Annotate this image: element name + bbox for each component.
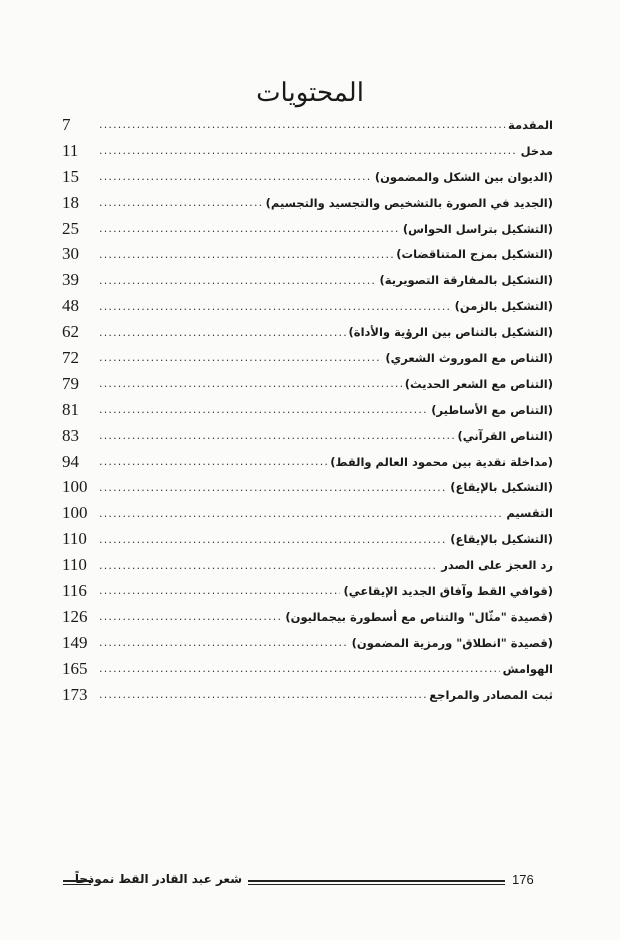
toc-entry-title: الهوامش xyxy=(502,661,553,676)
dot-leader xyxy=(99,610,282,623)
toc-entry xyxy=(62,604,553,630)
dot-leader xyxy=(99,662,500,675)
toc-entry-page: 72 xyxy=(62,347,79,367)
toc-entry-page: 11 xyxy=(62,140,79,160)
toc-entry-page: 100 xyxy=(62,503,88,523)
dot-leader xyxy=(99,326,346,339)
toc-entry-title: (الديوان بين الشكل والمضمون) xyxy=(374,169,553,184)
dot-leader xyxy=(99,377,402,390)
table-of-contents xyxy=(62,112,553,707)
toc-entry-page: 48 xyxy=(62,296,79,316)
dot-leader xyxy=(99,429,454,442)
dot-leader xyxy=(99,559,438,572)
toc-entry-title: (التشكيل بالمفارقة التصويرية) xyxy=(379,273,553,288)
toc-entry-title: (التشكيل بالزمن) xyxy=(454,299,553,314)
toc-entry xyxy=(62,682,553,708)
toc-entry-page: 79 xyxy=(62,373,79,393)
toc-entry-title: (مداخلة نقدية بين محمود العالم والقط) xyxy=(330,454,553,469)
dot-leader xyxy=(99,533,447,546)
toc-entry-page: 62 xyxy=(62,322,79,342)
toc-entry-title: ثبت المصادر والمراجع xyxy=(429,687,553,702)
page-title: المحتويات xyxy=(256,78,364,108)
toc-entry xyxy=(62,397,553,423)
toc-entry-page: 7 xyxy=(62,114,71,134)
toc-entry-page: 126 xyxy=(62,606,88,626)
toc-entry-page: 83 xyxy=(62,425,79,445)
toc-entry xyxy=(62,578,553,604)
toc-entry-title: التقسيم xyxy=(506,506,553,521)
toc-entry-page: 116 xyxy=(62,580,87,600)
toc-entry-page: 39 xyxy=(62,270,79,290)
toc-entry-title: (التشكيل بالتناص بين الرؤية والأداة) xyxy=(348,325,553,340)
toc-entry-title: (التشكيل بتراسل الحواس) xyxy=(402,221,553,236)
page-number: 176 xyxy=(512,872,534,887)
toc-entry-title: (التناص مع الأساطير) xyxy=(431,402,553,417)
dot-leader xyxy=(99,584,340,597)
dot-leader xyxy=(99,351,382,364)
toc-entry-page: 81 xyxy=(62,399,79,419)
toc-entry-title: (قصيدة "مثّال" والتناص مع أسطورة بيجماليون) xyxy=(285,609,553,624)
toc-entry-title: (قوافي القط وآفاق الجديد الإيقاعي) xyxy=(343,583,553,598)
toc-entry-page: 18 xyxy=(62,192,79,212)
toc-entry xyxy=(62,293,553,319)
toc-entry-title: المقدمة xyxy=(508,117,553,132)
toc-entry-title: (الجديد في الصورة بالتشخيص والتجسيد والتجسيم) xyxy=(265,195,553,210)
toc-entry xyxy=(62,345,553,371)
dot-leader xyxy=(99,300,452,313)
footer-rule xyxy=(248,880,505,885)
toc-entry xyxy=(62,371,553,397)
toc-entry-title: (التناص مع الشعر الحديث) xyxy=(404,376,553,391)
dot-leader xyxy=(99,636,349,649)
toc-entry-page: 100 xyxy=(62,477,88,497)
running-title: شعر عبد القادر القط نموذجاً xyxy=(74,872,242,886)
toc-entry-title: (قصيدة "انطلاق" ورمزية المضمون) xyxy=(351,635,553,650)
toc-entry xyxy=(62,474,553,500)
toc-entry xyxy=(62,630,553,656)
toc-entry-title: (التشكيل بالإيقاع) xyxy=(450,532,553,547)
dot-leader xyxy=(99,455,327,468)
toc-entry xyxy=(62,190,553,216)
toc-entry-title: (التشكيل بمزج المتناقضات) xyxy=(396,247,553,262)
dot-leader xyxy=(99,170,372,183)
toc-entry xyxy=(62,423,553,449)
dot-leader xyxy=(99,403,428,416)
toc-entry-page: 25 xyxy=(62,218,79,238)
toc-entry xyxy=(62,552,553,578)
dot-leader xyxy=(99,118,505,131)
toc-entry xyxy=(62,656,553,682)
toc-entry xyxy=(62,241,553,267)
toc-entry xyxy=(62,526,553,552)
toc-entry-page: 94 xyxy=(62,451,79,471)
dot-leader xyxy=(99,481,447,494)
toc-entry-title: (التناص القرآني) xyxy=(457,428,553,443)
toc-entry-title: رد العجز على الصدر xyxy=(441,558,553,573)
toc-entry xyxy=(62,449,553,475)
dot-leader xyxy=(99,274,377,287)
toc-entry-title: (التشكيل بالإيقاع) xyxy=(450,480,553,495)
toc-entry xyxy=(62,138,553,164)
toc-entry-page: 110 xyxy=(62,529,87,549)
dot-leader xyxy=(99,144,518,157)
toc-entry xyxy=(62,112,553,138)
toc-entry-page: 30 xyxy=(62,244,79,264)
toc-entry-page: 15 xyxy=(62,166,79,186)
dot-leader xyxy=(99,688,426,701)
toc-entry-page: 110 xyxy=(62,555,87,575)
toc-entry xyxy=(62,319,553,345)
toc-entry-page: 165 xyxy=(62,658,88,678)
dot-leader xyxy=(99,248,393,261)
toc-entry-page: 149 xyxy=(62,632,88,652)
footer-rule-short xyxy=(63,880,91,885)
toc-entry-title: مدخل xyxy=(520,143,553,158)
toc-entry xyxy=(62,216,553,242)
toc-entry xyxy=(62,267,553,293)
toc-entry xyxy=(62,500,553,526)
toc-entry-page: 173 xyxy=(62,684,88,704)
page-footer xyxy=(0,872,620,892)
toc-entry xyxy=(62,164,553,190)
dot-leader xyxy=(99,507,503,520)
dot-leader xyxy=(99,222,400,235)
toc-entry-title: (التناص مع الموروث الشعري) xyxy=(385,350,553,365)
dot-leader xyxy=(99,196,263,209)
